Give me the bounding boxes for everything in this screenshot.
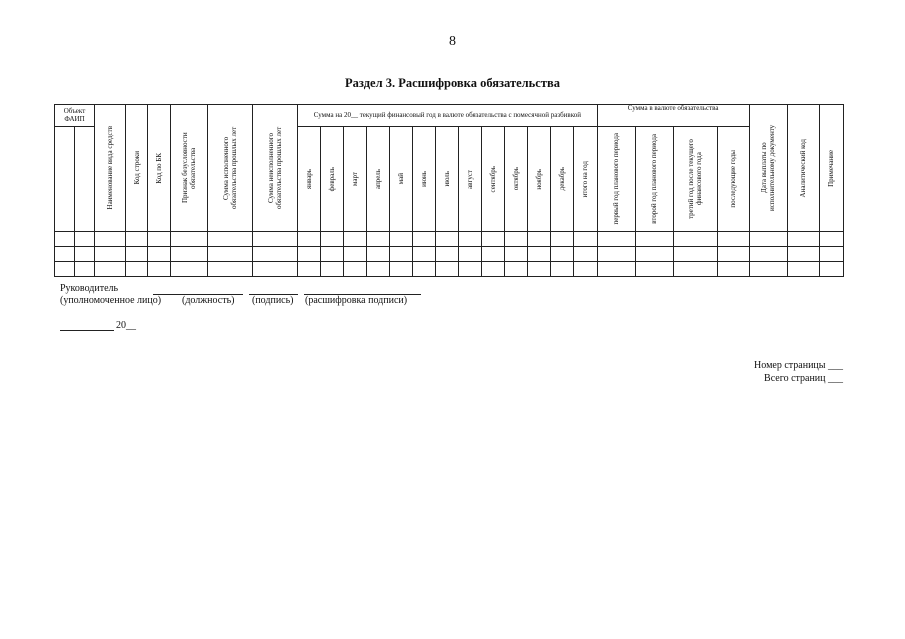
obligation-table <box>54 104 844 277</box>
month-feb: февраль <box>328 166 337 192</box>
table-row <box>55 262 844 277</box>
currency-sum-header: Сумма в валюте обязательства <box>597 105 749 127</box>
month-dec: декабрь <box>558 167 567 191</box>
col-payment-date: Дата выплаты по исполнительному документу <box>760 124 777 212</box>
col-executed-prior: Сумма исполненного обязательства прошлых лет <box>222 126 239 210</box>
section-title: Раздел 3. Расшифровка обязательства <box>345 76 560 90</box>
col-first-plan-year: первый год планового периода <box>612 133 621 225</box>
month-oct: октябрь <box>512 167 521 191</box>
col-second-plan-year: второй год планового периода <box>650 134 659 224</box>
table-row <box>55 232 844 247</box>
col-analytic-code: Аналитический код <box>799 138 808 198</box>
month-apr: апрель <box>374 168 383 190</box>
sign-label: (подпись) <box>252 295 294 306</box>
month-may: май <box>397 173 406 185</box>
object-faip-header: Объект ФАИП <box>55 105 95 127</box>
page-number: 8 <box>449 34 456 49</box>
month-jun: июнь <box>420 171 429 187</box>
position-label: (должность) <box>182 295 235 306</box>
head-label: Руководитель <box>60 283 119 294</box>
month-jan: январь <box>305 169 314 189</box>
col-line-code: Код строки <box>132 151 141 185</box>
col-unconditional-flag: Признак безусловности обязательства <box>181 132 198 204</box>
month-mar: март <box>351 172 360 186</box>
date-year: 20__ <box>116 320 136 331</box>
month-nov: ноябрь <box>535 168 544 190</box>
col-bk-code: Код по БК <box>155 152 164 184</box>
col-subsequent-years: последующие годы <box>729 150 738 208</box>
month-jul: июль <box>443 171 452 187</box>
authorized-label: (уполномоченное лицо) <box>60 295 162 306</box>
decode-label: (расшифровка подписи) <box>305 295 408 306</box>
date-line <box>60 330 114 331</box>
page-number-label: Номер страницы ___ <box>754 360 843 371</box>
current-year-header: Сумма на 20__ текущий финансовый год в валюте обязательства с помесячной разбивкой <box>298 105 597 127</box>
col-kind-of-funds: Наименование вида средств <box>106 126 115 210</box>
table-row <box>55 247 844 262</box>
month-aug: август <box>466 169 475 189</box>
total-pages-label: Всего страниц ___ <box>764 373 843 384</box>
year-total: итого на год <box>581 160 590 198</box>
col-unexecuted-prior: Сумма неисполненного обязательства прошлых лет <box>267 126 284 210</box>
col-note: Примечание <box>827 149 836 187</box>
month-sep: сентябрь <box>489 165 498 193</box>
col-third-year: третий год после текущего финансового года <box>687 139 704 219</box>
